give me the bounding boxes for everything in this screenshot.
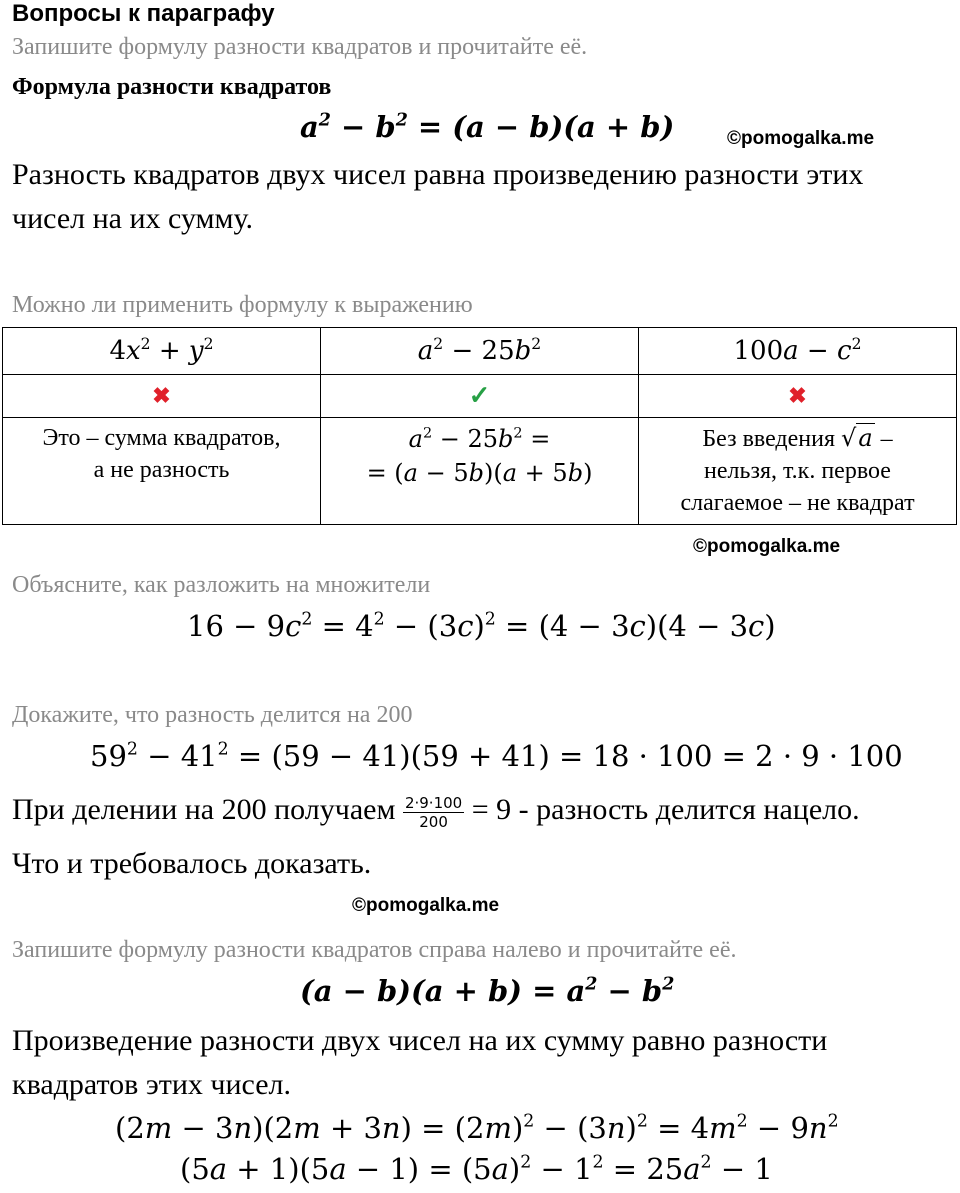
factorization-line: $a^2 - 25b^2$ = (408, 425, 551, 453)
table-note-cell (321, 418, 639, 525)
expressions-table (2, 327, 957, 525)
table-header-cell: $4x^2 + y^2$ (3, 328, 321, 375)
example-formula-1: $(2m - 3n)(2m + 3n) = (2m)^2 - (3n)^2 = 4m^2 - 9n^2$ (115, 1111, 839, 1145)
example-formula-2: $(5a + 1)(5a - 1) = (5a)^2 - 1^2 = 25a^2 - 1$ (180, 1152, 773, 1186)
table-note-cell (3, 418, 321, 525)
note-line: слагаемое – не квадрат (680, 490, 915, 516)
fraction: $\frac{2\cdot 9\cdot 100}{200}$ (404, 793, 463, 831)
table-header-cell: $100a - c^2$ (639, 328, 957, 375)
proof-conclusion: Что и требовалось доказать. (12, 847, 372, 880)
sqrt-a: √a (841, 424, 873, 452)
question-factorize: Объясните, как разложить на множители (12, 572, 431, 598)
question-prove: Докажите, что разность делится на 200 (12, 702, 413, 728)
formula-reading-line2: чисел на их сумму. (12, 202, 254, 235)
reverse-reading-line2: квадратов этих чисел. (12, 1068, 291, 1101)
proof-division-line: При делении на 200 получаем $\frac{2\cdot 9\cdot 100}{200}$ = 9 - разность делится нацело. (12, 793, 860, 831)
table-header-cell: $a^2 - 25b^2$ (321, 328, 639, 375)
formula-reading-line1: Разность квадратов двух чисел равна произведению разности этих (12, 158, 864, 191)
note-line: Это – сумма квадратов, (42, 425, 281, 451)
watermark: ©pomogalka.me (693, 536, 841, 557)
question-reverse-formula: Запишите формулу разности квадратов справа налево и прочитайте её. (12, 937, 737, 963)
factorization-formula: $16 - 9c^2 = 4^2 - (3c)^2 = (4 - 3c)(4 - 3c)$ (187, 609, 776, 643)
cross-icon: ✖ (152, 383, 171, 408)
watermark: ©pomogalka.me (727, 128, 875, 149)
reverse-formula: $(a - b)(a + b) = a^2 - b^2$ (300, 974, 675, 1008)
note-line: Без введения √a – (702, 424, 893, 452)
note-line: нельзя, т.к. первое (704, 458, 891, 484)
cross-icon: ✖ (788, 383, 807, 408)
reverse-reading-line1: Произведение разности двух чисел на их сумму равно разности (12, 1024, 828, 1057)
proof-formula: $59^2 - 41^2 = (59 - 41)(59 + 41) = 18 \cdot 100 = 2 \cdot 9 \cdot 100$ (90, 739, 903, 773)
question-apply-formula: Можно ли применить формулу к выражению (12, 292, 473, 318)
formula-difference-of-squares: $a^2 - b^2 = (a - b)(a + b)$ (300, 110, 675, 144)
note-line: а не разность (93, 457, 230, 483)
watermark: ©pomogalka.me (352, 895, 500, 916)
formula-heading: Формула разности квадратов (12, 74, 332, 100)
page-title: Вопросы к параграфу (12, 0, 275, 27)
factorization-line: = (a − 5b)(a + 5b) (366, 459, 593, 487)
check-icon: ✓ (468, 381, 491, 410)
question-formula: Запишите формулу разности квадратов и прочитайте её. (12, 34, 588, 60)
table-note-cell (639, 418, 957, 525)
